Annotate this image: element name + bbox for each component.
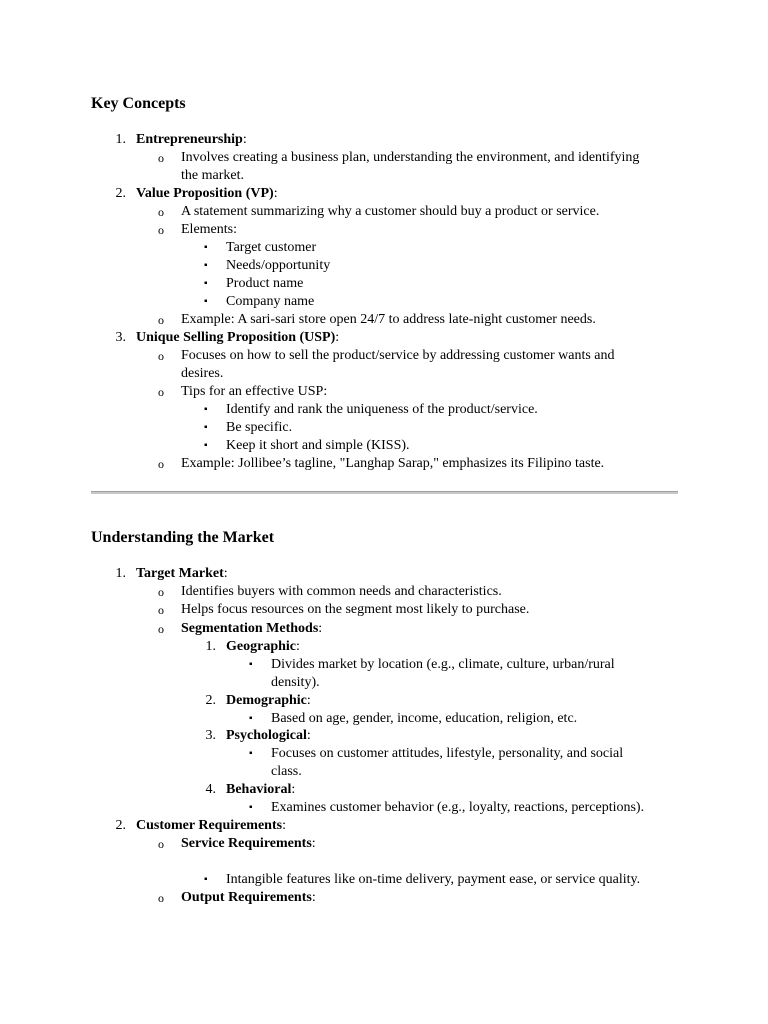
list-item [136,131,247,149]
list-item-text: Examines customer behavior (e.g., loyalty, reactions, perceptions). [271,800,645,815]
list-item-text: Identifies buyers with common needs and characteristics. [181,584,502,599]
list-item-text: Keep it short and simple (KISS). [226,438,410,453]
list-item-text: Company name [226,294,315,309]
bullet-circle: o [158,349,164,363]
colon: : [318,621,323,636]
colon: : [282,818,286,833]
list-number: 4. [205,782,216,797]
bullet-circle: o [158,313,164,327]
colon: : [223,566,228,581]
list-item-text: Be specific. [226,420,293,435]
bullet-circle: o [158,585,164,599]
bullet-square: ▪ [204,440,208,451]
list-item-text: Helps focus resources on the segment most likely to purchase. [181,602,530,617]
term-label: Segmentation Methods [181,621,319,636]
colon: : [335,330,340,345]
bullet-circle: o [158,622,164,636]
bullet-square: ▪ [249,713,253,724]
colon: : [306,693,311,708]
list-item-text: Example: Jollibee’s tagline, "Langhap Sarap," emphasizes its Filipino taste. [181,456,605,471]
bullet-square: ▪ [204,278,208,289]
list-item [226,638,300,656]
list-item-text: desires. [181,366,224,381]
list-item-text: A statement summarizing why a customer should buy a product or service. [181,204,600,219]
list-item [136,329,339,347]
colon: : [311,890,316,905]
list-number: 2. [205,693,216,708]
list-number: 2. [115,186,126,201]
bullet-circle: o [158,603,164,617]
colon: : [242,132,247,147]
bullet-circle: o [158,457,164,471]
list-number: 2. [115,818,126,833]
list-item [136,817,286,835]
term-label: Output Requirements [181,890,312,905]
list-item-text: Divides market by location (e.g., climate, culture, urban/rural [271,657,615,672]
list-item-text: Elements: [181,222,237,237]
list-item [181,620,322,638]
term-label: Psychological [226,728,307,743]
list-number: 1. [115,132,126,147]
horizontal-divider [91,491,678,494]
list-item-text: Intangible features like on-time delivery, payment ease, or service quality. [226,872,641,887]
list-item-text: Based on age, gender, income, education, religion, etc. [271,711,578,726]
list-item-text: Needs/opportunity [226,258,331,273]
list-item-text: class. [271,764,302,779]
list-item-text: Tips for an effective USP: [181,384,328,399]
list-number: 3. [205,728,216,743]
bullet-square: ▪ [249,748,253,759]
list-item-text: Focuses on customer attitudes, lifestyle, personality, and social [271,746,624,761]
term-label: Unique Selling Proposition (USP) [136,330,336,345]
bullet-square: ▪ [204,874,208,885]
colon: : [311,836,316,851]
list-item [181,889,316,907]
list-item-text: the market. [181,168,244,183]
list-item [226,692,311,710]
bullet-circle: o [158,837,164,851]
section-heading-market: Understanding the Market [91,529,275,546]
colon: : [273,186,278,201]
bullet-square: ▪ [204,404,208,415]
term-label: Value Proposition (VP) [136,186,274,201]
section-heading-key-concepts: Key Concepts [91,95,186,112]
bullet-circle: o [158,223,164,237]
bullet-square: ▪ [204,296,208,307]
bullet-circle: o [158,205,164,219]
list-item-text: density). [271,675,320,690]
list-item [181,835,316,853]
list-item [136,185,278,203]
term-label: Service Requirements [181,836,312,851]
colon: : [291,782,296,797]
term-label: Customer Requirements [136,818,283,833]
list-number: 1. [205,639,216,654]
term-label: Behavioral [226,782,292,797]
list-item [226,727,311,745]
list-item [226,781,295,799]
bullet-square: ▪ [204,422,208,433]
bullet-square: ▪ [249,659,253,670]
colon: : [306,728,311,743]
term-label: Demographic [226,693,307,708]
bullet-circle: o [158,891,164,905]
list-item [136,565,228,583]
list-number: 1. [115,566,126,581]
term-label: Target Market [136,566,224,581]
list-item-text: Focuses on how to sell the product/service by addressing customer wants and [181,348,615,363]
bullet-square: ▪ [204,260,208,271]
list-item-text: Product name [226,276,304,291]
list-number: 3. [115,330,126,345]
list-item-text: Identify and rank the uniqueness of the product/service. [226,402,538,417]
bullet-circle: o [158,151,164,165]
colon: : [296,639,300,654]
bullet-square: ▪ [249,802,253,813]
list-item-text: Example: A sari-sari store open 24/7 to address late-night customer needs. [181,312,596,327]
list-item-text: Target customer [226,240,317,255]
bullet-circle: o [158,385,164,399]
term-label: Entrepreneurship [136,132,243,147]
term-label: Geographic [226,639,296,654]
list-item-text: Involves creating a business plan, understanding the environment, and identifying [181,150,640,165]
bullet-square: ▪ [204,242,208,253]
